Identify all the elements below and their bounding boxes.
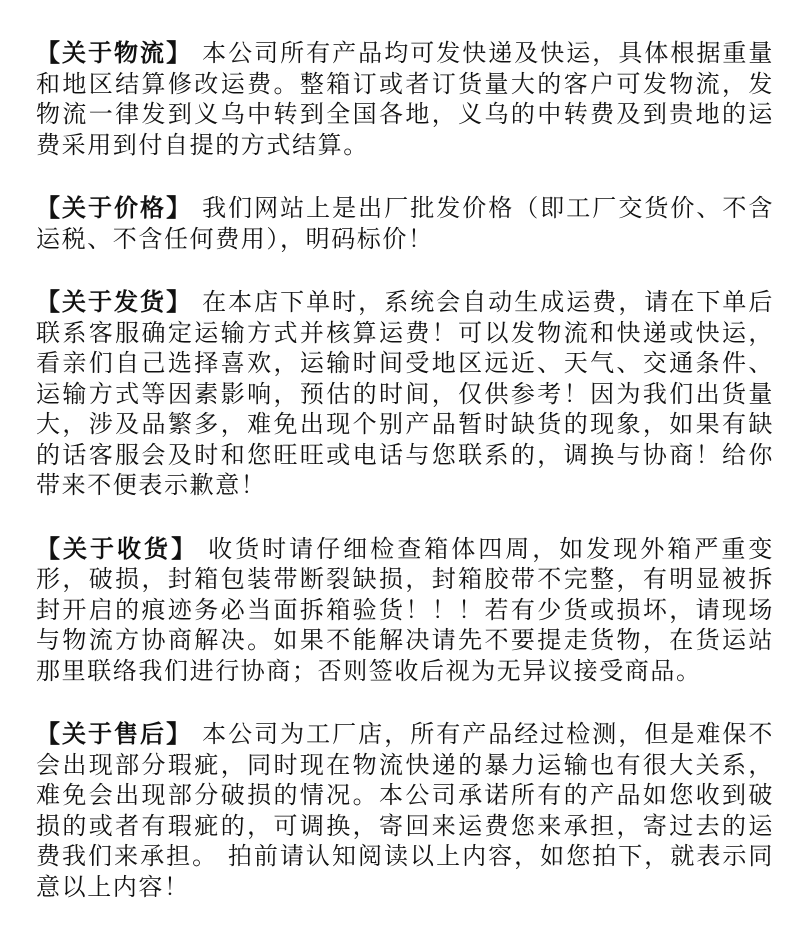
shipping-text: 在本店下单时，系统会自动生成运费，请在下单后联系客服确定运输方式并核算运费！可以发物流和快递或快运，看亲们自己选择喜欢，运输时间受地区远近、天气、交通条件、运输方式等因素影响，预估的时间，仅供参考！因为我们出货量大，涉及品繁多，难免出现个别产品暂时缺货的现象，如果有缺的话客服会及时和您旺旺或电话与您联系的，调换与协商！给你带来不便表示歉意！ <box>36 288 774 499</box>
receiving-heading: 【关于收货】 <box>36 534 199 563</box>
price-section <box>36 193 774 254</box>
price-text: 我们网站上是出厂批发价格（即工厂交货价、不含运税、不含任何费用），明码标价！ <box>36 194 774 253</box>
after-sales-section <box>36 719 774 902</box>
logistics-section <box>36 38 774 160</box>
shipping-heading: 【关于发货】 <box>36 288 193 316</box>
after-sales-text: 本公司为工厂店，所有产品经过检测，但是难保不会出现部分瑕疵，同时现在物流快递的暴力运输也有很大关系，难免会出现部分破损的情况。本公司承诺所有的产品如您收到破损的或者有瑕疵的，可调换，寄回来运费您来承担，寄过去的运费我们来承担。 拍前请认知阅读以上内容，如您拍下，就表示同意以上内容！ <box>36 720 774 901</box>
after-sales-heading: 【关于售后】 <box>36 720 193 748</box>
logistics-heading: 【关于物流】 <box>36 39 193 67</box>
shipping-section <box>36 287 774 501</box>
receiving-text: 收货时请仔细检查箱体四周，如发现外箱严重变形，破损，封箱包装带断裂缺损，封箱胶带不完整，有明显被拆封开启的痕迹务必当面拆箱验货！！！若有少货或损坏，请现场与物流方协商解决。如果不能解决请先不要提走货物，在货运站那里联络我们进行协商；否则签收后视为无异议接受商品。 <box>36 534 774 685</box>
price-heading: 【关于价格】 <box>36 194 193 222</box>
logistics-text: 本公司所有产品均可发快递及快运，具体根据重量和地区结算修改运费。整箱订或者订货量大的客户可发物流，发物流一律发到义乌中转到全国各地，义乌的中转费及到贵地的运费采用到付自提的方式结算。 <box>36 39 774 159</box>
store-policy-notice <box>36 38 774 935</box>
receiving-section <box>36 534 774 687</box>
